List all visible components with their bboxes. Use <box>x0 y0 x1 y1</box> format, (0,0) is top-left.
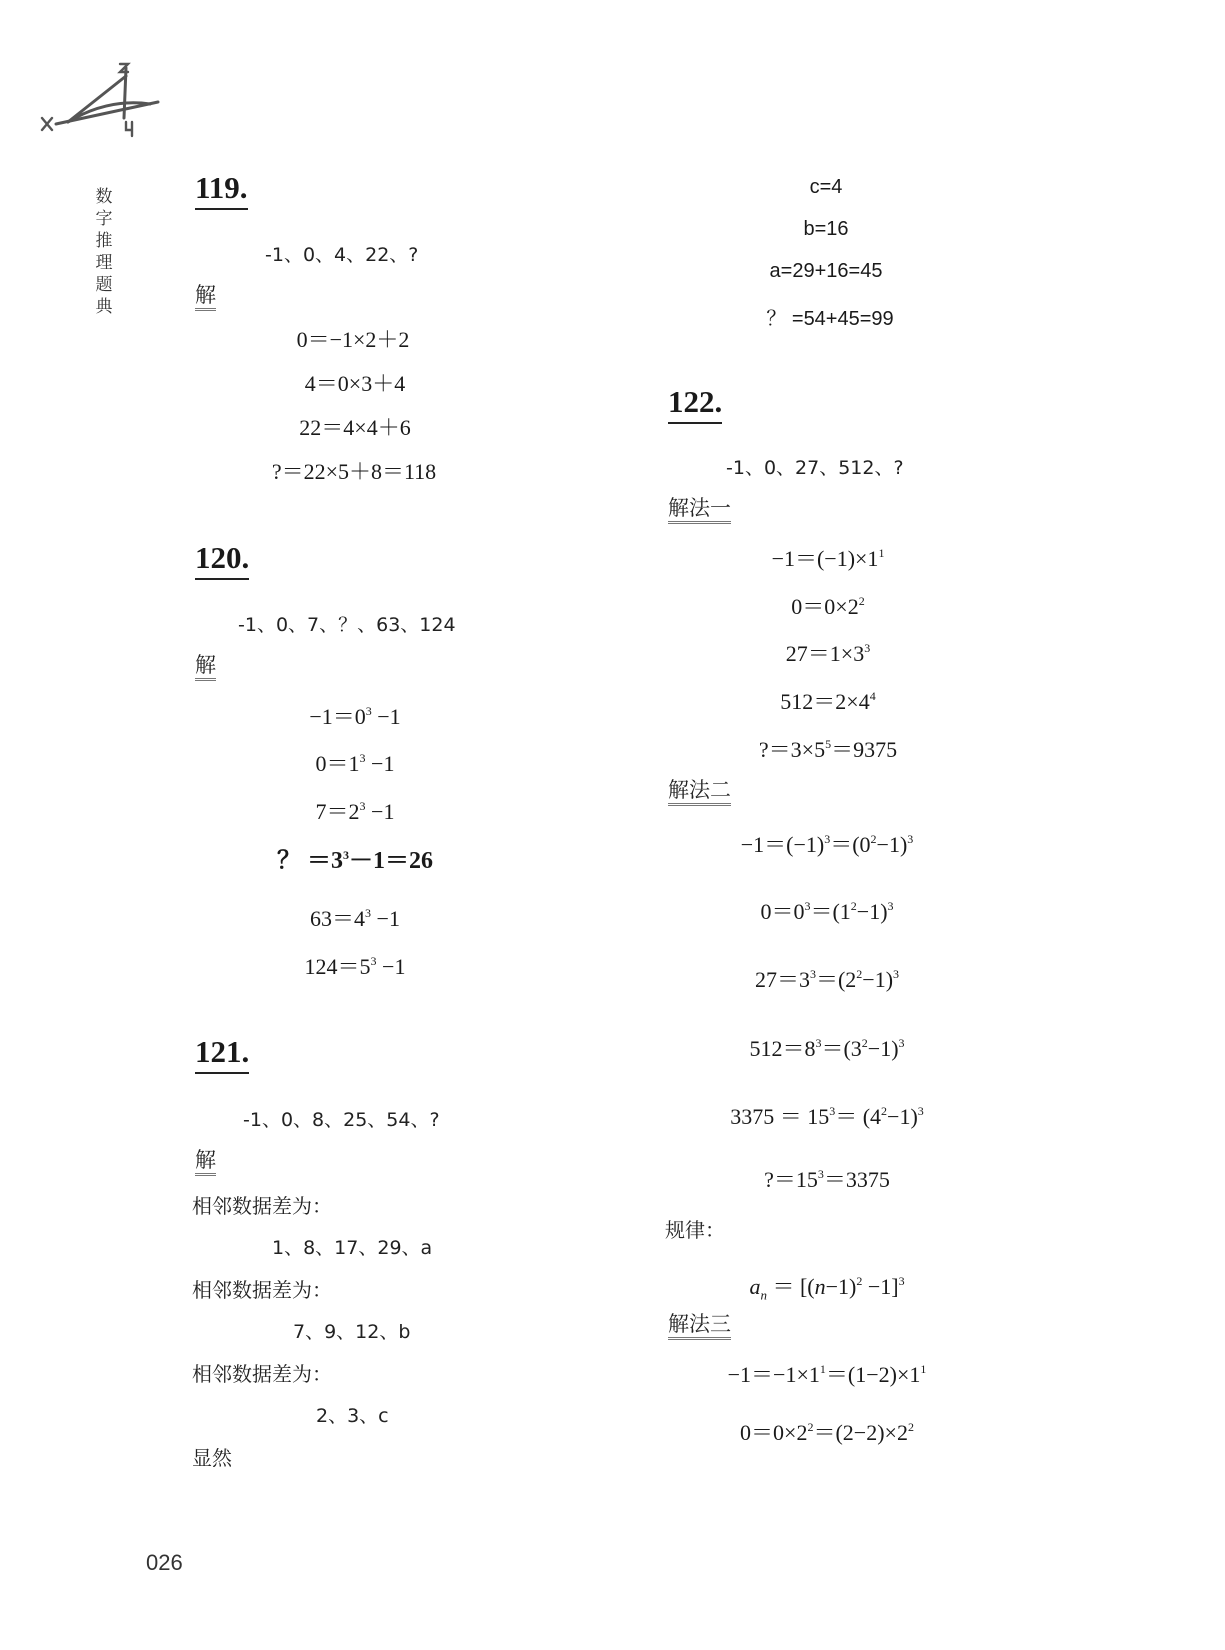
q121-sequence: -1、0、8、25、54、? <box>243 1109 440 1131</box>
q122-method2-step: $0=0^3=(1^2-1)^3$ <box>760 899 894 924</box>
q119-step: 4＝0×3＋4 <box>304 371 406 396</box>
q122-method2-step: $3375 = 15^3= (4^2-1)^3$ <box>730 1104 924 1129</box>
q121-diff-values: 1、8、17、29、a <box>272 1237 433 1259</box>
q122-method2-step: $?=15^3=3375$ <box>764 1167 890 1192</box>
q122-method1-step: $27=1\times 3^3$ <box>785 641 871 666</box>
q119-step: 0＝−1×2＋2 <box>296 327 410 352</box>
q120-title: 120. <box>195 540 249 580</box>
q119-step: 22＝4×4＋6 <box>299 415 411 440</box>
q122-title: 122. <box>668 384 722 424</box>
q120-step: $-1=0^3 -1$ <box>309 704 401 729</box>
q119-step: ?＝22×5＋8＝118 <box>271 459 437 484</box>
q119-title: 119. <box>195 170 248 210</box>
page-number: 026 <box>146 1550 183 1575</box>
q121-diff-label: 相邻数据差为： <box>192 1278 332 1302</box>
q122-method1-step: $0=0\times 2^2$ <box>791 594 865 619</box>
q122-method1-step: $-1=(-1)\times 1^1$ <box>771 546 885 571</box>
q119-solve-label: 解 <box>195 282 216 311</box>
axis-logo <box>38 58 168 148</box>
q121-result: b=16 <box>803 218 849 240</box>
q120-step: $7=2^3 -1$ <box>315 799 395 824</box>
q121-diff-label: 相邻数据差为： <box>192 1194 332 1218</box>
q122-method1-label: 解法一 <box>668 495 731 524</box>
q120-solve-label: 解 <box>195 652 216 681</box>
q121-result: ？ =54+45=99 <box>766 308 894 330</box>
q121-result: a=29+16=45 <box>769 260 883 282</box>
q122-method3-step: $0=0\times 2^2=(2-2)\times 2^2$ <box>740 1420 914 1445</box>
q122-method2-step: $512=8^3=(3^2-1)^3$ <box>749 1036 905 1061</box>
q122-method3-step: $-1=-1\times 1^1=(1-2)\times 1^1$ <box>727 1362 927 1387</box>
q120-step: $0=1^3 -1$ <box>315 751 395 776</box>
q121-title: 121. <box>195 1034 249 1074</box>
q122-method2-step: $27=3^3=(2^2-1)^3$ <box>754 967 900 992</box>
q122-method3-label: 解法三 <box>668 1311 731 1340</box>
q122-sequence: -1、0、27、512、? <box>726 457 904 479</box>
q120-step: $124=5^3 -1$ <box>304 954 406 979</box>
q121-conclusion-label: 显然 <box>192 1446 232 1470</box>
q122-rule-label: 规律： <box>665 1218 725 1242</box>
q121-diff-values: 2、3、c <box>316 1405 389 1427</box>
q122-method1-step: $?=3\times 5^5=9375$ <box>758 737 898 762</box>
q120-step: $63=4^3 -1$ <box>310 906 400 931</box>
q122-rule-formula: $a_n = [(n-1)^2 -1]^3$ <box>749 1274 905 1303</box>
q120-sequence: -1、0、7、？、63、124 <box>238 614 456 636</box>
q121-diff-values: 7、9、12、b <box>293 1321 411 1343</box>
q119-sequence: -1、0、4、22、? <box>265 244 419 266</box>
q121-solve-label: 解 <box>195 1147 216 1176</box>
side-title: 数 字 推 理 题 典 <box>95 187 113 317</box>
q121-result: c=4 <box>809 176 843 198</box>
q121-diff-label: 相邻数据差为： <box>192 1362 332 1386</box>
q122-method1-step: $512=2\times 4^4$ <box>780 689 876 714</box>
q122-method2-step: $-1=(-1)^3=(0^2-1)^3$ <box>740 832 914 857</box>
q122-method2-label: 解法二 <box>668 777 731 806</box>
q120-step: ？ $=3^3-1=26$ <box>277 848 433 874</box>
